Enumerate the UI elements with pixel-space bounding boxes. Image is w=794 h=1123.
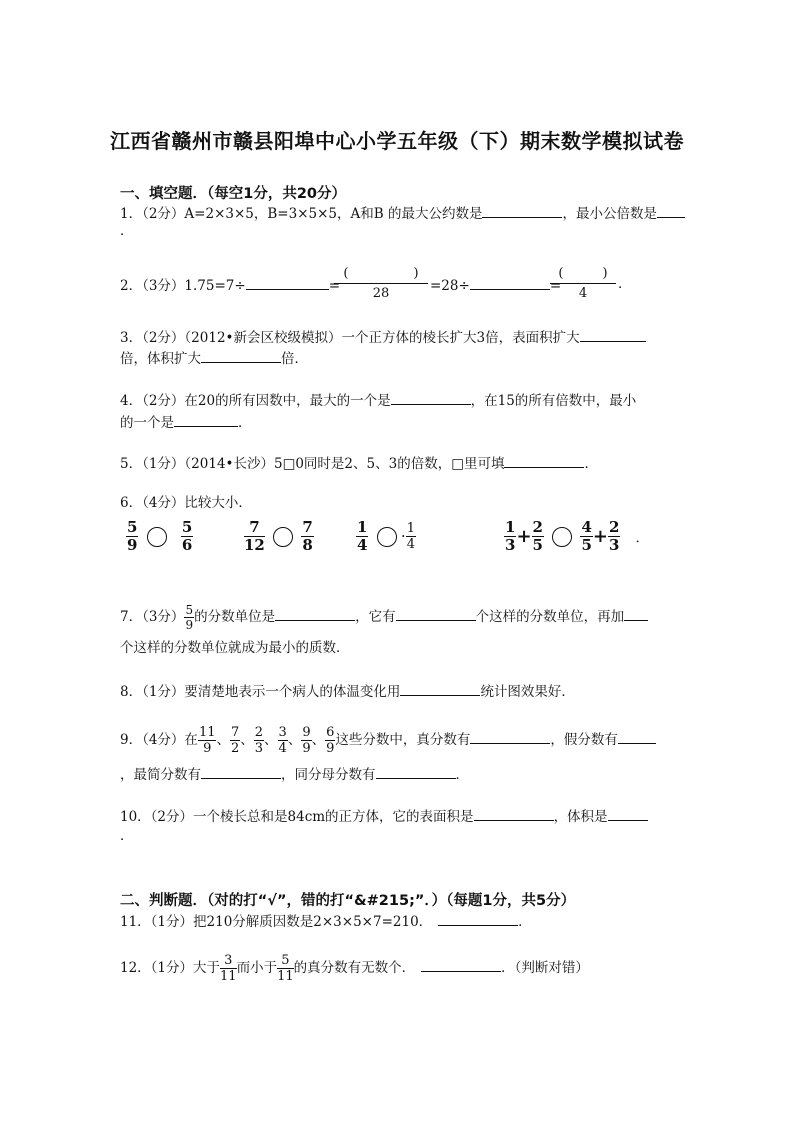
question-2 (120, 275, 340, 295)
question-10-end: ． (120, 828, 134, 844)
question-9 (120, 722, 656, 758)
answer-blank[interactable] (608, 806, 648, 821)
question-text: ，它有 (355, 609, 396, 625)
question-text: ． (518, 914, 532, 930)
question-5 (120, 453, 598, 473)
question-text: =28÷ (430, 278, 470, 294)
equals-sign: = (328, 278, 341, 294)
fraction: $\frac{7}{2}$ (230, 725, 240, 756)
fraction: $\frac{2}{5}$ (532, 518, 543, 554)
question-text: ．（判断对错） (501, 960, 589, 976)
compare-circle[interactable] (273, 527, 293, 547)
question-11 (120, 911, 532, 931)
fraction-denominator: 28 (372, 286, 390, 301)
compare-item-4 (504, 520, 649, 553)
question-text: 这些分数中，真分数有 (335, 732, 471, 748)
question-text: 8．（1分）要清楚地表示一个病人的体温变化用 (120, 684, 401, 700)
fraction: $\frac{1}{4}$ (406, 521, 415, 552)
period: ． (635, 531, 649, 546)
question-text: 倍，体积扩大 (120, 351, 201, 367)
question-text: ，在15的所有倍数中，最小 (470, 393, 637, 409)
fraction-denominator: 4 (578, 286, 588, 301)
question-text: ，假分数有 (550, 732, 618, 748)
question-text: 2．（3分）1.75=7÷ (120, 278, 246, 294)
fraction-bar (550, 283, 616, 284)
fraction: $\frac{7}{8}$ (302, 518, 313, 554)
answer-blank[interactable] (396, 606, 476, 621)
answer-blank[interactable] (201, 764, 281, 779)
minus-sign: · (400, 526, 406, 545)
answer-blank[interactable] (376, 764, 456, 779)
answer-blank[interactable] (657, 203, 685, 218)
separator: 、 (216, 732, 230, 748)
answer-blank[interactable] (201, 348, 281, 363)
question-text: 统计图效果好． (480, 684, 575, 700)
question-text: ，最小公倍数是 (562, 206, 657, 222)
fraction: $\frac{11}{9}$ (198, 725, 216, 756)
question-8 (120, 681, 575, 701)
page-title: 江西省赣州市赣县阳埠中心小学五年级（下）期末数学模拟试卷 (110, 129, 684, 153)
question-6: 6．（4分）比较大小． (120, 495, 252, 511)
compare-item-2 (244, 520, 314, 553)
fraction-blank-over-28 (334, 262, 428, 301)
question-3-line2 (120, 348, 308, 368)
fraction: $\frac{6}{9}$ (326, 725, 335, 756)
question-text: 的分数单位是 (194, 609, 276, 625)
fraction: $\frac{1}{3}$ (505, 518, 516, 554)
question-text: 1．（2分）A=2×3×5，B=3×5×5，A和B 的最大公约数是 (120, 206, 483, 222)
section-heading-fill-in: 一、填空题．（每空1分，共20分） (120, 186, 347, 202)
question-7 (120, 600, 648, 634)
question-1 (120, 203, 685, 223)
separator: 、 (264, 732, 278, 748)
question-9-line2 (120, 764, 469, 784)
question-7-line2: 个这样的分数单位就成为最小的质数． (120, 640, 350, 656)
answer-blank[interactable] (421, 957, 501, 972)
fraction: $\frac{5}{9}$ (127, 518, 138, 554)
fraction: $\frac{5}{6}$ (181, 518, 193, 554)
answer-blank[interactable] (246, 275, 329, 290)
question-text: 3．（2分）（2012•新会区校级模拟）一个正方体的棱长扩大3倍，表面积扩大 (120, 330, 580, 346)
separator: 、 (240, 732, 254, 748)
fraction-numerator[interactable]: ( ) (343, 266, 419, 281)
compare-circle[interactable] (377, 527, 397, 547)
fraction: $\frac{2}{3}$ (608, 518, 620, 554)
answer-blank[interactable] (624, 606, 648, 621)
answer-blank[interactable] (391, 390, 471, 405)
question-text: ． (238, 415, 252, 431)
answer-blank[interactable] (618, 729, 656, 744)
question-2-cont (430, 275, 561, 295)
question-text: 9．（4分）在 (120, 732, 198, 748)
period: ． (618, 276, 632, 292)
question-text: 11．（1分）把210分解质因数是2×3×5×7=210． (120, 914, 433, 930)
question-text: ． (584, 456, 598, 472)
fraction-blank-over-4 (550, 262, 616, 301)
question-text: ，最简分数有 (120, 767, 201, 783)
answer-blank[interactable] (482, 203, 562, 218)
answer-blank[interactable] (470, 275, 550, 290)
answer-blank[interactable] (580, 327, 646, 342)
equals-sign: = (549, 278, 562, 294)
question-text: ． (455, 767, 469, 783)
question-text: 5．（1分）（2014•长沙）5□0同时是2、5、3的倍数，□里可填 (120, 456, 505, 472)
separator: 、 (311, 732, 326, 748)
question-text: 的真分数有无数个． (293, 960, 416, 976)
fraction: $\frac{5}{9}$ (185, 603, 194, 632)
question-text: 7．（3分） (120, 609, 185, 625)
fraction: $\frac{7}{12}$ (244, 518, 265, 554)
fraction: $\frac{3}{11}$ (220, 953, 237, 984)
fraction: $\frac{4}{5}$ (581, 518, 592, 554)
answer-blank[interactable] (474, 806, 554, 821)
fraction-list (198, 725, 335, 756)
question-text: 的一个是 (120, 415, 174, 431)
question-1-end: ． (120, 223, 134, 239)
answer-blank[interactable] (174, 412, 238, 427)
question-text: 12．（1分）大于 (120, 960, 221, 976)
question-text: 倍． (281, 351, 308, 367)
separator: 、 (287, 732, 302, 748)
question-10 (120, 806, 648, 826)
fraction: $\frac{5}{11}$ (277, 953, 294, 984)
answer-blank[interactable] (504, 453, 584, 468)
fraction: $\frac{2}{3}$ (254, 725, 264, 756)
fraction: $\frac{9}{9}$ (302, 725, 311, 756)
answer-blank[interactable] (438, 911, 518, 926)
question-text: 个这样的分数单位，再加 (475, 609, 625, 625)
compare-circle[interactable] (147, 527, 167, 547)
fraction-bar (334, 283, 428, 284)
question-text: 而小于 (236, 960, 278, 976)
plus-sign: + (516, 526, 532, 547)
question-4-line2 (120, 412, 252, 432)
question-text: 10．（2分）一个棱长总和是84cm的正方体，它的表面积是 (120, 809, 474, 825)
compare-circle[interactable] (552, 527, 572, 547)
compare-item-1 (126, 520, 193, 553)
question-text: 4．（2分）在20的所有因数中，最大的一个是 (120, 393, 391, 409)
answer-blank[interactable] (275, 606, 355, 621)
fraction-numerator[interactable]: ( ) (558, 266, 608, 281)
plus-sign: + (592, 526, 608, 547)
question-12 (120, 950, 589, 986)
fraction: $\frac{1}{4}$ (357, 518, 368, 554)
answer-blank[interactable] (470, 729, 550, 744)
fraction: $\frac{3}{4}$ (278, 725, 287, 756)
question-text: ，体积是 (553, 809, 608, 825)
question-text: ，同分母分数有 (281, 767, 376, 783)
section-heading-true-false: 二、判断题．（对的打“√”，错的打“&#215;”．）（每题1分，共5分） (120, 893, 576, 909)
question-4 (120, 390, 636, 410)
question-3 (120, 327, 646, 347)
answer-blank[interactable] (400, 681, 480, 696)
compare-item-3 (356, 520, 416, 553)
